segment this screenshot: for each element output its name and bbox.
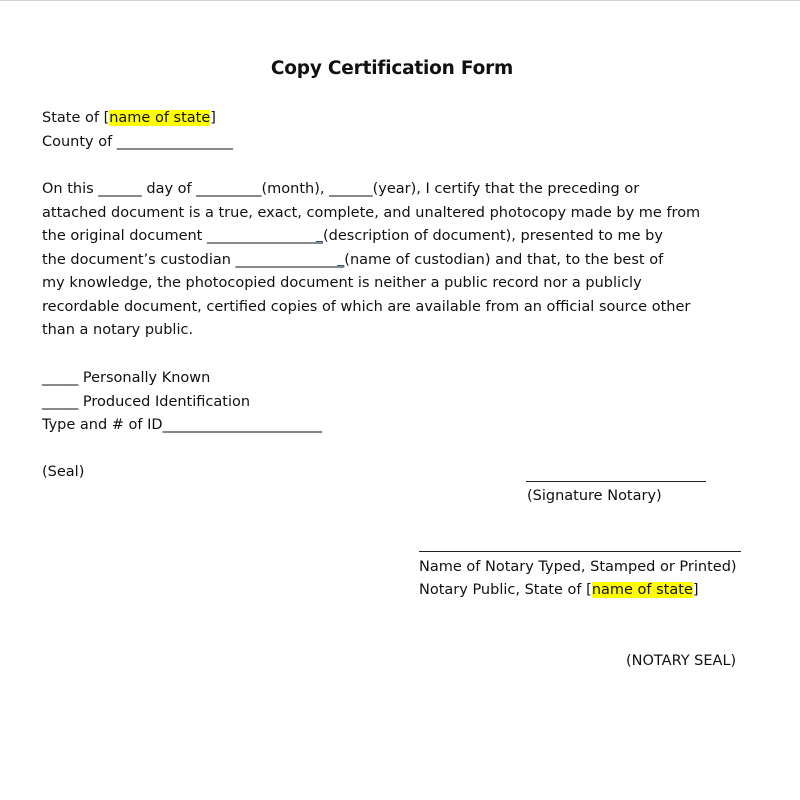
paragraph-line: than a notary public.	[42, 322, 194, 338]
identification-block	[42, 367, 322, 438]
description-blank: _	[315, 228, 323, 244]
page-top-border	[0, 0, 800, 1]
venue-block	[42, 107, 233, 154]
certification-paragraph	[42, 178, 700, 343]
notary-seal-label: (NOTARY SEAL)	[626, 653, 737, 669]
notary-state-placeholder-highlight[interactable]: name of state	[591, 582, 693, 598]
county-line[interactable]: County of ________________	[42, 133, 233, 150]
notary-state-line: Notary Public, State of [name of state]	[419, 582, 699, 598]
paragraph-line: On this ______ day of _________(month), ______(year), I certify that the preceding or	[42, 181, 640, 197]
personally-known-option[interactable]: _____ Personally Known	[42, 370, 211, 386]
signature-label: (Signature Notary)	[527, 488, 662, 504]
notary-name-label: Name of Notary Typed, Stamped or Printed)	[419, 559, 737, 575]
paragraph-line: attached document is a true, exact, complete, and unaltered photocopy made by me from	[42, 204, 701, 221]
paragraph-line: recordable document, certified copies of which are available from an official source other	[42, 298, 691, 315]
form-title: Copy Certification Form	[270, 58, 514, 79]
state-placeholder-highlight[interactable]: name of state	[109, 110, 211, 126]
produced-id-option[interactable]: _____ Produced Identification	[42, 393, 251, 410]
notary-name-line[interactable]	[419, 551, 741, 552]
signature-line[interactable]	[526, 481, 706, 482]
seal-label: (Seal)	[42, 464, 85, 480]
paragraph-line: the original document ________________(description of document), presented to me by	[42, 228, 663, 244]
custodian-blank: _	[337, 251, 345, 268]
state-line: State of [name of state]	[42, 110, 216, 126]
paragraph-line: my knowledge, the photocopied document is neither a public record nor a publicly	[42, 275, 642, 291]
paragraph-line: the document’s custodian _______________(name of custodian) and that, to the best of	[42, 251, 664, 268]
id-type-field[interactable]: Type and # of ID______________________	[42, 417, 323, 433]
